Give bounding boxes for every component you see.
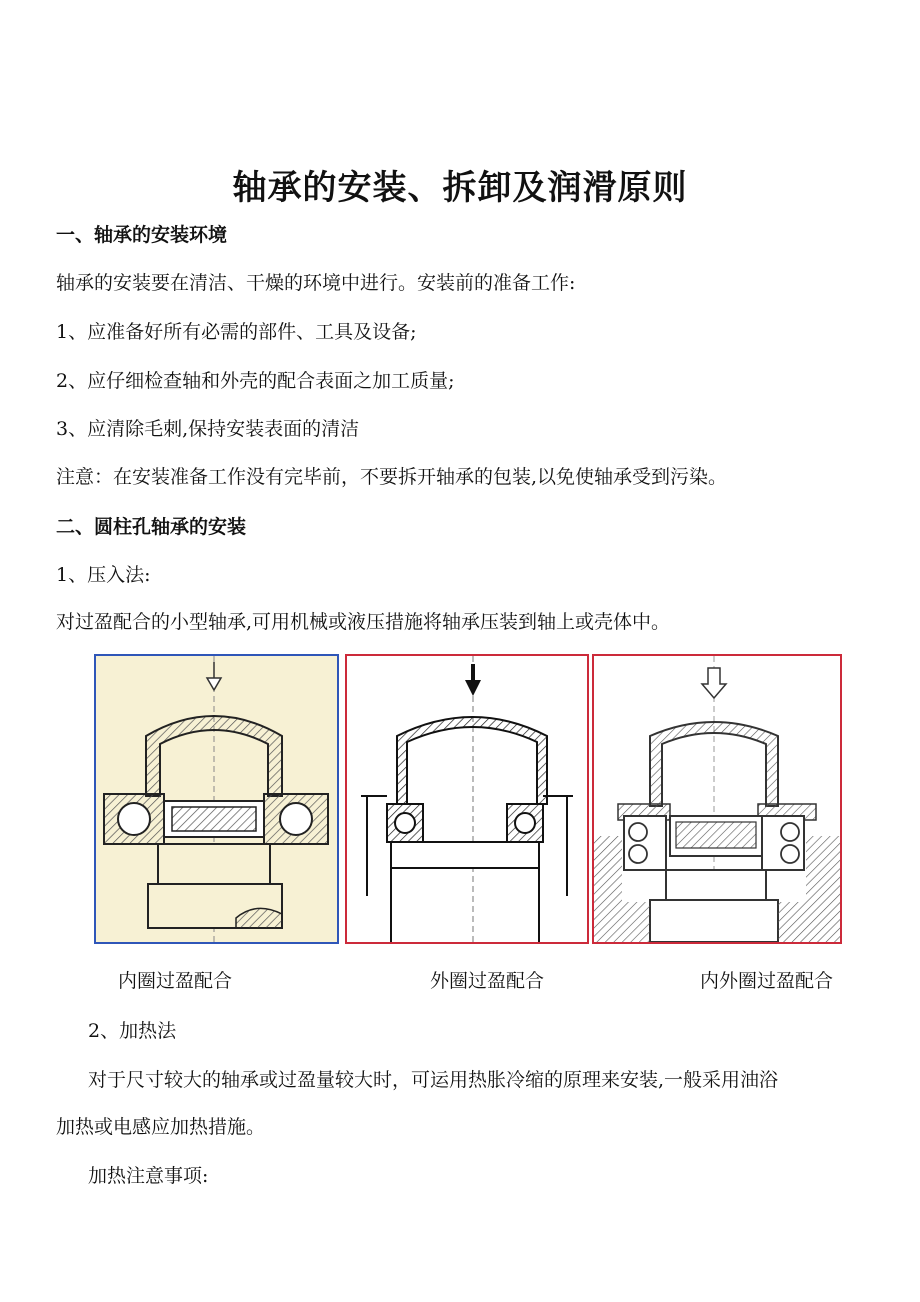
bearing-diagram-inner-outer	[594, 656, 840, 942]
list-item: 3、应清除毛刺,保持安装表面的清洁	[56, 418, 360, 440]
figure-inner-outer-ring-fit	[592, 654, 842, 944]
figure-outer-ring-fit	[345, 654, 589, 944]
paragraph-heating-method-line1: 对于尺寸较大的轴承或过盈量较大时，可运用热胀冷缩的原理来安装,一般采用油浴	[88, 1069, 779, 1091]
figure-caption-inner-outer: 内外圈过盈配合	[700, 970, 834, 992]
paragraph-intro: 轴承的安装要在清洁、干燥的环境中进行。安装前的准备工作:	[56, 272, 576, 294]
list-item: 2、应仔细检查轴和外壳的配合表面之加工质量;	[56, 370, 455, 392]
method-title: 2、加热法	[88, 1020, 177, 1042]
heating-notes-title: 加热注意事项:	[88, 1165, 209, 1187]
figure-caption-inner: 内圈过盈配合	[118, 970, 233, 992]
paragraph-press-method: 对过盈配合的小型轴承,可用机械或液压措施将轴承压装到轴上或壳体中。	[56, 611, 671, 633]
figure-caption-outer: 外圈过盈配合	[430, 970, 545, 992]
section-heading-2: 二、圆柱孔轴承的安装	[56, 516, 247, 538]
section-heading-1: 一、轴承的安装环境	[56, 224, 228, 246]
note-paragraph: 注意：在安装准备工作没有完毕前，不要拆开轴承的包装,以免使轴承受到污染。	[56, 466, 728, 488]
bearing-diagram-outer	[347, 656, 587, 942]
method-title: 1、压入法:	[56, 564, 151, 586]
figure-inner-ring-fit	[94, 654, 339, 944]
paragraph-heating-method-line2: 加热或电感应加热措施。	[56, 1116, 266, 1138]
document-title: 轴承的安装、拆卸及润滑原则	[232, 168, 688, 208]
bearing-diagram-inner	[96, 656, 337, 942]
list-item: 1、应准备好所有必需的部件、工具及设备;	[56, 321, 417, 343]
